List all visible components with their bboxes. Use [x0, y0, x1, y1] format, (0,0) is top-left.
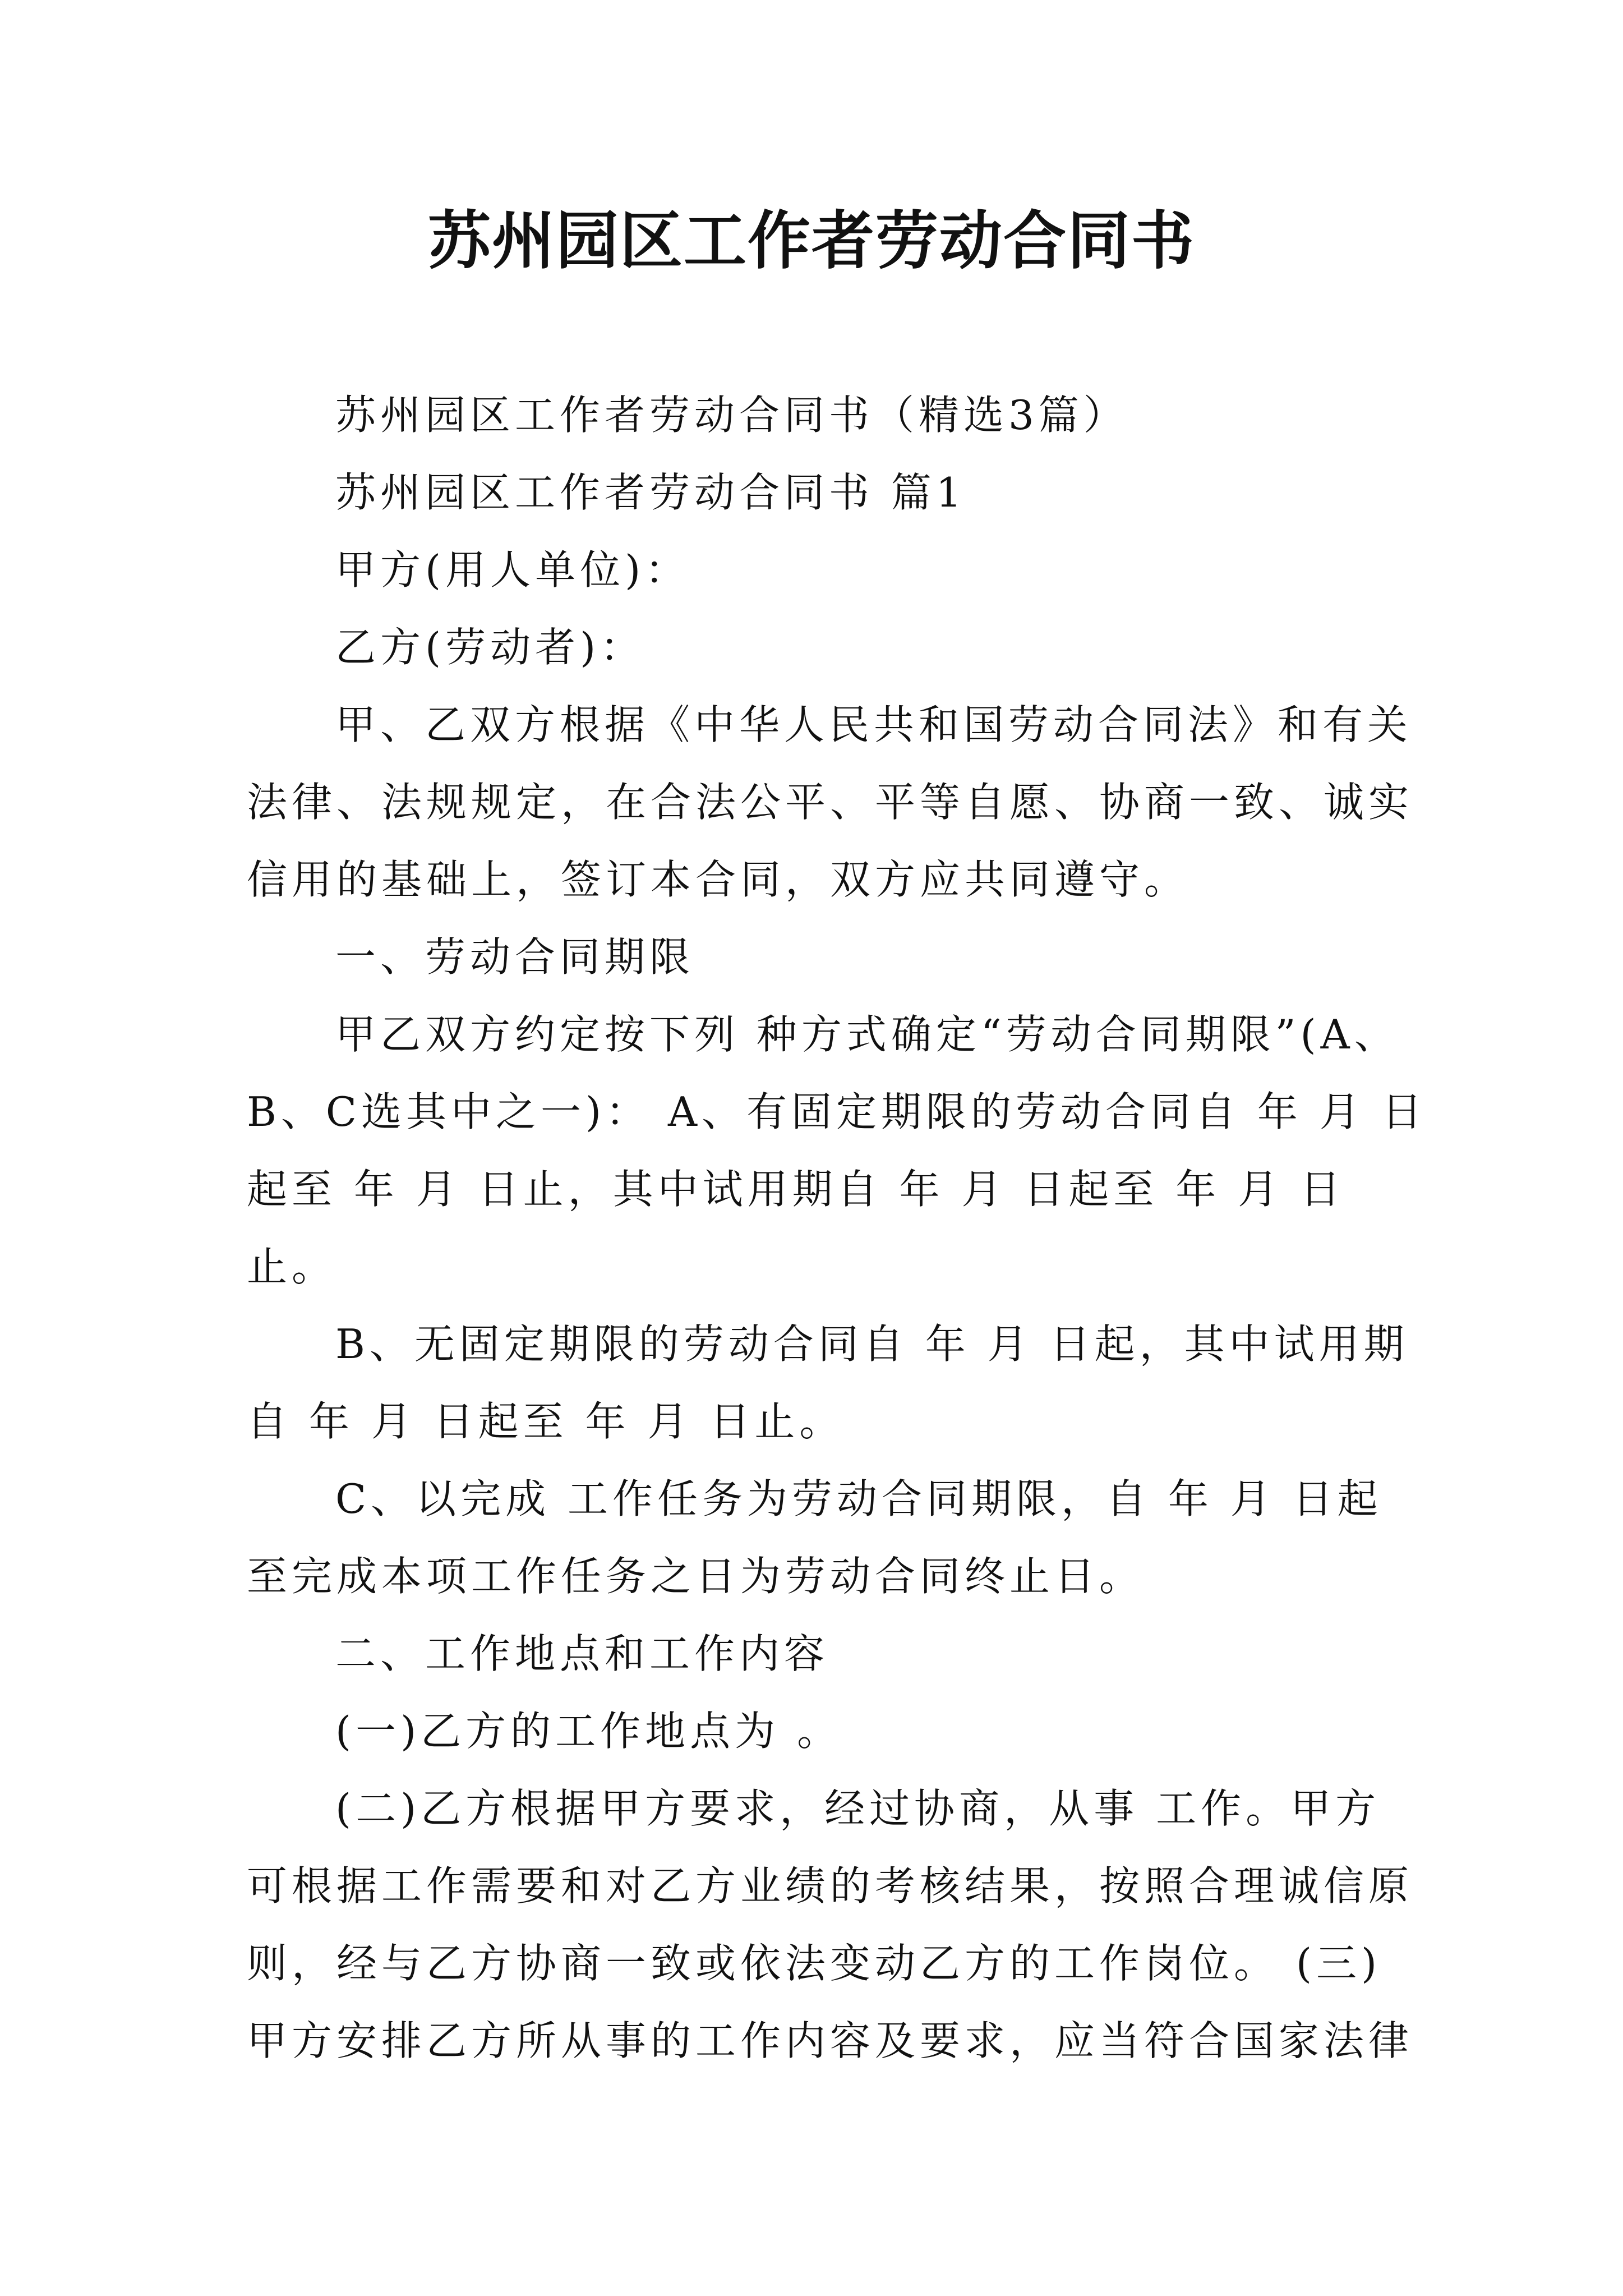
paragraph-line: 甲乙双方约定按下列 种方式确定“劳动合同期限”(A、: [335, 1011, 1399, 1058]
paragraph-line: B、无固定期限的劳动合同自 年 月 日起，其中试用期: [335, 1320, 1409, 1368]
paragraph-line: 乙方(劳动者)：: [335, 624, 645, 671]
paragraph-line: 自 年 月 日起至 年 月 日止。: [247, 1398, 845, 1445]
paragraph-line: 甲方安排乙方所从事的工作内容及要求，应当符合国家法律: [247, 2017, 1414, 2064]
section-heading: 二、工作地点和工作内容: [335, 1630, 829, 1677]
paragraph-line: 至完成本项工作任务之日为劳动合同终止日。: [247, 1553, 1145, 1600]
paragraph-line: (一)乙方的工作地点为 。: [335, 1708, 842, 1755]
paragraph-line: 可根据工作需要和对乙方业绩的考核结果，按照合理诚信原: [247, 1862, 1414, 1910]
section-heading: 一、劳动合同期限: [335, 933, 695, 981]
paragraph-line: 甲、乙双方根据《中华人民共和国劳动合同法》和有关: [335, 701, 1413, 748]
paragraph-line: (二)乙方根据甲方要求，经过协商，从事 工作。甲方: [335, 1785, 1381, 1832]
paragraph-line: 则，经与乙方协商一致或依法变动乙方的工作岗位。 (三): [247, 1940, 1382, 1987]
paragraph-line: 止。: [247, 1243, 337, 1290]
paragraph-line: 苏州园区工作者劳动合同书（精选3篇）: [335, 392, 1128, 439]
paragraph-line: 苏州园区工作者劳动合同书 篇1: [335, 469, 966, 516]
paragraph-line: 起至 年 月 日止，其中试用期自 年 月 日起至 年 月 日: [247, 1166, 1345, 1213]
paragraph-line: 信用的基础上，签订本合同，双方应共同遵守。: [247, 856, 1189, 903]
document-title: 苏州园区工作者劳动合同书: [428, 204, 1195, 278]
paragraph-line: 法律、法规规定，在合法公平、平等自愿、协商一致、诚实: [247, 779, 1414, 826]
paragraph-line: C、以完成 工作任务为劳动合同期限，自 年 月 日起: [335, 1475, 1382, 1522]
paragraph-line: B、C选其中之一)： A、有固定期限的劳动合同自 年 月 日: [247, 1088, 1427, 1135]
paragraph-line: 甲方(用人单位)：: [335, 546, 690, 593]
